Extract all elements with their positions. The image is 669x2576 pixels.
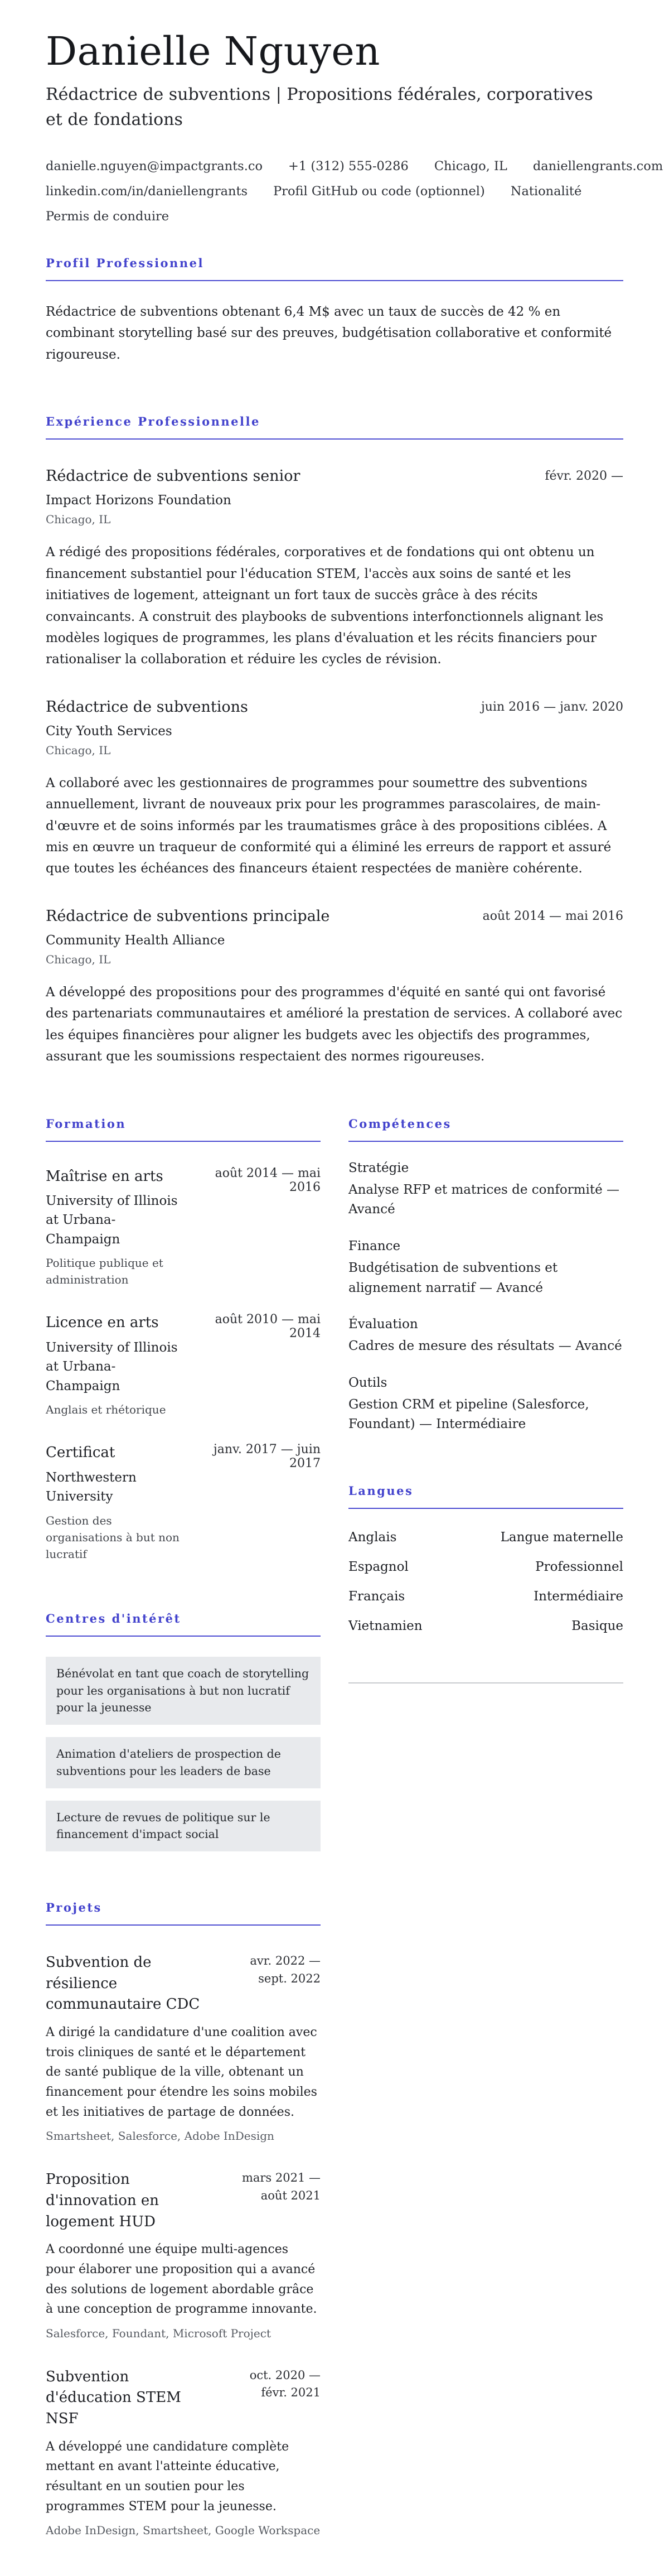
project-tools: Adobe InDesign, Smartsheet, Google Workspace <box>46 2524 321 2538</box>
education-dates: janv. 2017 — juin 2017 <box>213 1443 321 1471</box>
project-header <box>46 2367 321 2430</box>
contact-website: daniellengrants.com <box>532 159 663 173</box>
skill-detail: Gestion CRM et pipeline (Salesforce, Foundant) — Intermédiaire <box>348 1397 589 1432</box>
project-description: A coordonné une équipe multi-agences pour élaborer une proposition qui a avancé des solutions de logement abordable grâce à une conception de programme innovante. <box>46 2242 317 2317</box>
section-projects <box>46 1900 321 2537</box>
skill-detail: Budgétisation de subventions et alignement narratif — Avancé <box>348 1260 558 1295</box>
right-column <box>348 1117 623 2538</box>
education-details <box>46 1166 180 1289</box>
section-divider <box>46 1924 321 1926</box>
job-description: A développé des propositions pour des programmes d'équité en santé qui ont favorisé des partenariats communautaires et amélioré la prestation de services. A collaboré avec les équipes financières pour aligner les budgets avec les objectifs des programmes, assurant que les soumissions respectaient des normes rigoureuses. <box>46 985 623 1064</box>
project-description: A développé une candidature complète mettant en avant l'atteinte éducative, résultant en un soutien pour les programmes STEM pour la jeunesse. <box>46 2439 289 2514</box>
language-name: Français <box>348 1589 405 1604</box>
job-company: Community Health Alliance <box>46 933 225 948</box>
job-header <box>46 906 623 926</box>
contact-row-1 <box>46 159 663 173</box>
project-header <box>46 2169 321 2232</box>
section-experience <box>46 414 623 1067</box>
contact-nationality: Nationalité <box>510 184 582 199</box>
job-location: Chicago, IL <box>46 743 111 757</box>
skill-group <box>348 1376 623 1435</box>
skills-heading: Compétences <box>348 1116 452 1131</box>
job-company: City Youth Services <box>46 723 172 739</box>
language-level: Intermédiaire <box>534 1589 623 1604</box>
language-row <box>348 1560 623 1574</box>
language-level: Professionnel <box>535 1560 623 1575</box>
section-skills <box>348 1117 623 1435</box>
section-profile <box>46 256 623 365</box>
education-dates: août 2014 — mai 2016 <box>215 1166 321 1194</box>
project-entry <box>46 2169 321 2340</box>
contact-github: Profil GitHub ou code (optionnel) <box>273 184 485 199</box>
skill-category: Évaluation <box>348 1317 418 1332</box>
project-title: Subvention d'éducation STEM NSF <box>46 2368 181 2428</box>
job-entry <box>46 906 623 1068</box>
project-header <box>46 1952 321 2015</box>
contact-driving-license: Permis de conduire <box>46 209 169 224</box>
language-row <box>348 1530 623 1545</box>
interest-item: Bénévolat en tant que coach de storytelling pour les organisations à but non lucratif pour la jeunesse <box>46 1657 321 1725</box>
language-name: Anglais <box>348 1530 397 1545</box>
job-header <box>46 466 623 486</box>
contact-phone: +1 (312) 555-0286 <box>288 159 409 173</box>
education-degree: Licence en arts <box>46 1314 159 1332</box>
experience-heading: Expérience Professionnelle <box>46 414 260 429</box>
interest-item: Animation d'ateliers de prospection de subventions pour les leaders de base <box>46 1737 321 1788</box>
skill-detail: Cadres de mesure des résultats — Avancé <box>348 1339 622 1354</box>
left-column <box>46 1117 321 2538</box>
contact-location: Chicago, IL <box>434 159 507 173</box>
section-interests <box>46 1612 321 1851</box>
skill-category: Finance <box>348 1238 401 1253</box>
job-dates: juin 2016 — janv. 2020 <box>481 700 623 714</box>
skill-detail: Analyse RFP et matrices de conformité — Avancé <box>348 1182 620 1217</box>
contact-linkedin: linkedin.com/in/daniellengrants <box>46 184 248 199</box>
job-header <box>46 697 623 717</box>
job-dates: févr. 2020 — <box>545 469 623 484</box>
job-description: A collaboré avec les gestionnaires de programmes pour soumettre des subventions annuellement, livrant de nouveaux prix pour les programmes parascolaires, de main-d'œuvre et de soins informés par les traumatismes grâce à des propositions ciblées. A mis en œuvre un traqueur de conformité qui a éliminé les erreurs de rapport et assuré que toutes les échéances des financeurs étaient respectées de manière cohérente. <box>46 775 612 876</box>
job-title: Rédactrice de subventions principale <box>46 907 330 925</box>
education-entry <box>46 1443 321 1562</box>
job-title: Rédactrice de subventions <box>46 698 248 716</box>
language-row <box>348 1619 623 1633</box>
section-divider <box>348 1508 623 1509</box>
skill-category: Stratégie <box>348 1160 409 1175</box>
section-divider <box>46 438 623 440</box>
project-title: Proposition d'innovation en logement HUD <box>46 2171 159 2230</box>
project-entry <box>46 2367 321 2538</box>
education-details <box>46 1443 180 1562</box>
job-location: Chicago, IL <box>46 952 111 966</box>
project-tools: Smartsheet, Salesforce, Adobe InDesign <box>46 2129 274 2143</box>
skill-group <box>348 1239 623 1298</box>
skill-category: Outils <box>348 1375 387 1390</box>
resume-header <box>46 28 663 224</box>
education-degree: Maîtrise en arts <box>46 1168 163 1185</box>
person-name: Danielle Nguyen <box>46 28 380 74</box>
section-divider <box>348 1682 623 1683</box>
headline: Rédactrice de subventions | Propositions fédérales, corporatives et de fondations <box>46 85 593 129</box>
contact-row-3 <box>46 209 623 224</box>
project-description: A dirigé la candidature d'une coalition avec trois cliniques de santé et le département de santé publique de la ville, obtenant un financement pour étendre les soins mobiles et les initiatives de partage de données. <box>46 2025 317 2119</box>
project-entry <box>46 1952 321 2143</box>
job-location: Chicago, IL <box>46 513 111 527</box>
contact-row-2 <box>46 184 623 199</box>
language-row <box>348 1589 623 1604</box>
education-entry <box>46 1313 321 1418</box>
project-dates: oct. 2020 — févr. 2021 <box>249 2368 321 2400</box>
interest-item: Lecture de revues de politique sur le financement d'impact social <box>46 1801 321 1852</box>
profile-heading: Profil Professionnel <box>46 256 204 270</box>
education-field: Gestion des organisations à but non lucratif <box>46 1513 180 1561</box>
education-entry <box>46 1166 321 1289</box>
education-school: University of Illinois at Urbana-Champaign <box>46 1193 178 1247</box>
section-divider <box>46 280 623 281</box>
job-entry <box>46 697 623 880</box>
language-name: Vietnamien <box>348 1619 423 1634</box>
section-languages <box>348 1484 623 1633</box>
project-dates: avr. 2022 — sept. 2022 <box>250 1954 321 1985</box>
education-field: Politique publique et administration <box>46 1256 163 1287</box>
education-school: Northwestern University <box>46 1470 137 1504</box>
job-entry <box>46 466 623 670</box>
skill-group <box>348 1161 623 1220</box>
languages-heading: Langues <box>348 1484 414 1498</box>
language-level: Basique <box>571 1619 623 1634</box>
section-certifications <box>348 1682 623 1733</box>
job-title: Rédactrice de subventions senior <box>46 467 300 485</box>
language-level: Langue maternelle <box>500 1530 623 1545</box>
project-tools: Salesforce, Foundant, Microsoft Project <box>46 2326 271 2340</box>
skill-group <box>348 1317 623 1357</box>
job-company: Impact Horizons Foundation <box>46 493 231 508</box>
project-title: Subvention de résilience communautaire CDC <box>46 1954 200 2013</box>
job-description: A rédigé des propositions fédérales, corporatives et de fondations qui ont obtenu un financement substantiel pour l'éducation STEM, l'accès aux soins de santé et les initiatives de logement, atteignant un fort taux de succès grâce à des récits convaincants. A construit des playbooks de subventions interfonctionnels alignant les modèles logiques de programmes, les plans d'évaluation et les récits financiers pour rationaliser la collaboration et réduire les cycles de révision. <box>46 545 604 667</box>
section-divider <box>348 1141 623 1142</box>
education-school: University of Illinois at Urbana-Champaign <box>46 1340 178 1393</box>
profile-summary: Rédactrice de subventions obtenant 6,4 M$ avec un taux de succès de 42 % en combinant storytelling basé sur des preuves, budgétisation collaborative et conformité rigoureuse. <box>46 305 612 362</box>
education-details <box>46 1313 180 1418</box>
project-dates: mars 2021 — août 2021 <box>241 2171 321 2202</box>
education-dates: août 2010 — mai 2014 <box>215 1313 321 1341</box>
language-name: Espagnol <box>348 1560 409 1575</box>
education-field: Anglais et rhétorique <box>46 1403 166 1417</box>
contact-email: danielle.nguyen@impactgrants.co <box>46 159 263 173</box>
contact-info <box>46 159 663 224</box>
two-column-area <box>46 1117 623 2538</box>
projects-heading: Projets <box>46 1900 102 1915</box>
education-degree: Certificat <box>46 1444 115 1461</box>
job-dates: août 2014 — mai 2016 <box>482 909 623 923</box>
section-education <box>46 1117 321 1562</box>
education-heading: Formation <box>46 1116 127 1131</box>
section-divider <box>46 1141 321 1142</box>
interests-heading: Centres d'intérêt <box>46 1611 181 1625</box>
section-divider <box>46 1636 321 1637</box>
